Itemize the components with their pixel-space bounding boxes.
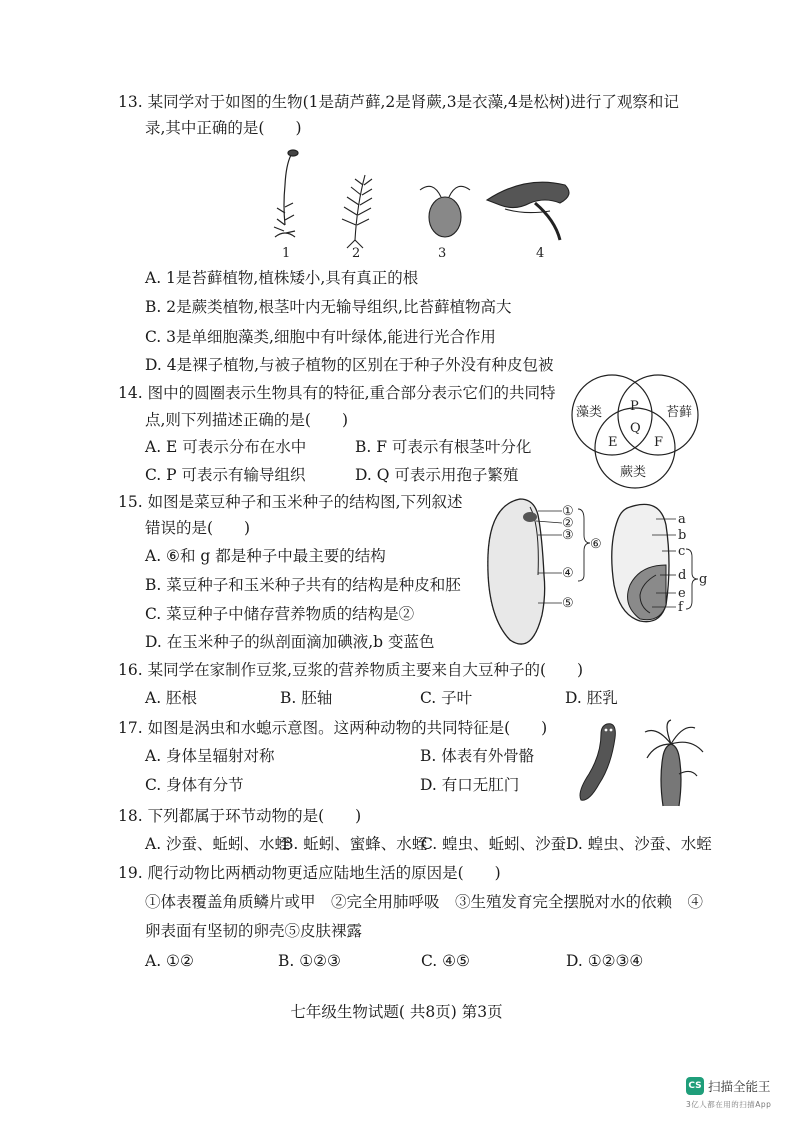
q14-option-d: D. Q 可表示用孢子繁殖 (355, 466, 519, 484)
venn-algae: 藻类 (576, 405, 603, 420)
q14-option-a: A. E 可表示分布在水中 (145, 438, 307, 456)
venn-p: P (630, 399, 639, 414)
q17-option-b: B. 体表有外骨骼 (420, 747, 535, 765)
q16-option-a: A. 胚根 (145, 689, 198, 707)
q18-option-a: A. 沙蚕、蚯蚓、水蛭 (145, 835, 291, 853)
bean-label-6: ⑥ (590, 537, 602, 552)
q15-option-c: C. 菜豆种子中储存营养物质的结构是② (145, 605, 415, 623)
corn-label-a: a (678, 512, 686, 527)
corn-label-e: e (678, 586, 686, 601)
q13-stem-line1: 13. 某同学对于如图的生物(1是葫芦藓,2是肾蕨,3是衣藻,4是松树)进行了观察和记 (118, 93, 679, 111)
q14-stem-line2: 点,则下列描述正确的是( ) (145, 411, 349, 429)
venn-fern: 蕨类 (620, 465, 647, 480)
q19-statements-line1: ①体表覆盖角质鳞片或甲 ②完全用肺呼吸 ③生殖发育完全摆脱对水的依赖 ④ (145, 893, 704, 911)
q15-option-d: D. 在玉米种子的纵剖面滴加碘液,b 变蓝色 (145, 633, 435, 651)
q14-stem-line1: 14. 图中的圆圈表示生物具有的特征,重合部分表示它们的共同特 (118, 384, 556, 402)
q16-option-c: C. 子叶 (420, 689, 473, 707)
planarian-drawing (580, 724, 615, 800)
q19-statements-line2: 卵表面有坚韧的卵壳⑤皮肤裸露 (145, 922, 363, 940)
moss-drawing (274, 150, 298, 237)
fig-label-3: 3 (438, 246, 447, 261)
q18-option-b: B. 蚯蚓、蜜蜂、水蛭 (282, 835, 428, 853)
bean-label-4: ④ (562, 566, 574, 581)
bean-label-2: ② (562, 516, 574, 531)
q17-option-a: A. 身体呈辐射对称 (145, 747, 275, 765)
q17-animal-figure (575, 718, 710, 810)
q16-option-d: D. 胚乳 (565, 689, 618, 707)
q13-option-a: A. 1是苔藓植物,植株矮小,具有真正的根 (145, 269, 419, 287)
camscanner-tagline: 3亿人都在用的扫描App (686, 1100, 772, 1109)
q15-option-b: B. 菜豆种子和玉米种子共有的结构是种皮和胚 (145, 576, 461, 594)
q14-option-c: C. P 可表示有输导组织 (145, 466, 306, 484)
bean-label-1: ① (562, 504, 574, 519)
q14-venn-diagram (560, 370, 710, 490)
q19-stem: 19. 爬行动物比两栖动物更适应陆地生活的原因是( ) (118, 864, 501, 882)
q19-option-a: A. ①② (145, 952, 194, 970)
chlamydomonas-drawing (420, 186, 470, 237)
q15-seed-figure (480, 495, 710, 655)
corn-seed-drawing (612, 504, 669, 621)
q15-stem-line2: 错误的是( ) (145, 519, 251, 537)
corn-label-g: g (699, 572, 708, 587)
q18-stem: 18. 下列都属于环节动物的是( ) (118, 807, 362, 825)
q18-option-c: C. 蝗虫、蚯蚓、沙蚕 (421, 835, 567, 853)
q15-stem-line1: 15. 如图是菜豆种子和玉米种子的结构图,下列叙述 (118, 493, 463, 511)
q13-stem-line2: 录,其中正确的是( ) (145, 119, 302, 137)
pine-drawing (487, 182, 569, 240)
fig-label-2: 2 (352, 246, 361, 261)
q14-option-b: B. F 可表示有根茎叶分化 (355, 438, 532, 456)
q17-option-c: C. 身体有分节 (145, 776, 244, 794)
corn-label-c: c (678, 544, 686, 559)
q19-option-c: C. ④⑤ (421, 952, 470, 970)
fig-label-4: 4 (536, 246, 545, 261)
corn-label-d: d (678, 568, 687, 583)
q18-option-d: D. 蝗虫、沙蚕、水蛭 (566, 835, 712, 853)
page-footer: 七年级生物试题( 共8页) 第3页 (290, 1003, 503, 1021)
q13-option-d: D. 4是裸子植物,与被子植物的区别在于种子外没有种皮包被 (145, 356, 554, 374)
corn-label-b: b (678, 528, 687, 543)
q15-option-a: A. ⑥和 g 都是种子中最主要的结构 (145, 547, 386, 565)
q13-option-c: C. 3是单细胞藻类,细胞中有叶绿体,能进行光合作用 (145, 328, 496, 346)
bean-label-5: ⑤ (562, 596, 574, 611)
q19-option-b: B. ①②③ (278, 952, 341, 970)
venn-e: E (608, 435, 618, 450)
corn-label-f: f (678, 600, 683, 615)
q19-option-d: D. ①②③④ (566, 952, 644, 970)
q16-option-b: B. 胚轴 (280, 689, 333, 707)
q13-option-b: B. 2是蕨类植物,根茎叶内无输导组织,比苔藓植物高大 (145, 298, 512, 316)
q17-stem: 17. 如图是涡虫和水螅示意图。这两种动物的共同特征是( ) (118, 719, 548, 737)
venn-moss: 苔藓 (666, 405, 693, 420)
fern-drawing (342, 175, 372, 248)
q13-organism-figure (255, 145, 585, 265)
venn-q: Q (630, 421, 641, 436)
bean-label-3: ③ (562, 528, 574, 543)
fig-label-1: 1 (282, 246, 291, 261)
q17-option-d: D. 有口无肛门 (420, 776, 520, 794)
camscanner-name: 扫描全能王 (708, 1079, 771, 1094)
camscanner-logo-icon: CS (686, 1077, 704, 1095)
q16-stem: 16. 某同学在家制作豆浆,豆浆的营养物质主要来自大豆种子的( ) (118, 661, 584, 679)
venn-f: F (654, 435, 664, 450)
hydra-drawing (645, 720, 703, 806)
